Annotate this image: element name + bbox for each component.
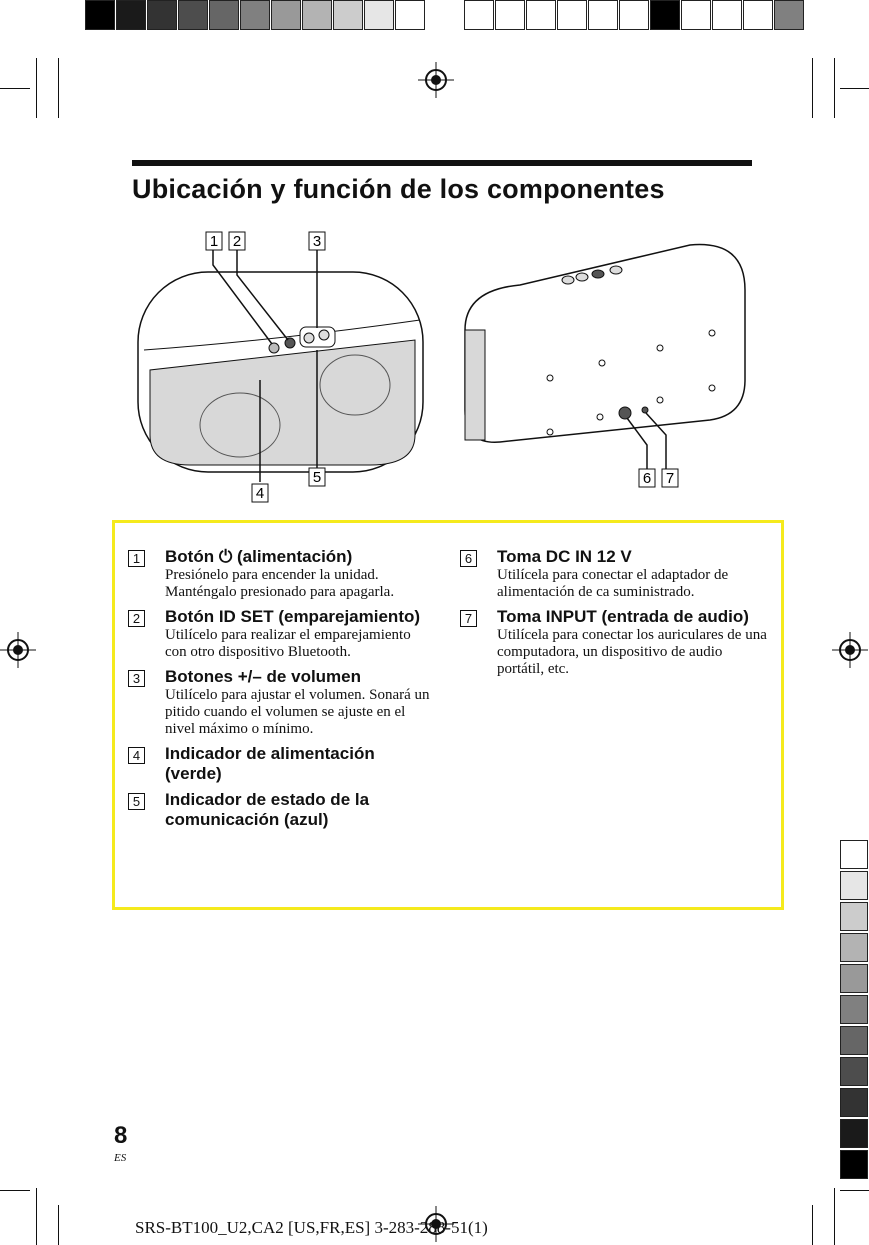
item-description: Presiónelo para encender la unidad. Manténgalo presionado para apagarla. — [165, 567, 395, 600]
item-description: Utilícelo para realizar el emparejamiento con otro dispositivo Bluetooth. — [165, 627, 411, 660]
crop-mark — [58, 58, 59, 118]
crop-mark — [0, 88, 30, 89]
callout-7-label: 7 — [665, 470, 675, 487]
callout-6-label: 6 — [642, 470, 652, 487]
item-heading: Toma INPUT (entrada de audio) — [497, 607, 749, 626]
registration-target-icon — [418, 62, 454, 98]
crop-mark — [834, 58, 835, 118]
item-description: Utilícela para conectar el adaptador de alimentación de ca suministrado. — [497, 567, 729, 600]
title-rule — [132, 160, 752, 166]
item-number: 7 — [460, 610, 477, 627]
list-item — [115, 547, 435, 601]
registration-target-icon — [832, 632, 868, 668]
item-heading: Indicador de alimentación (verde) — [165, 744, 375, 783]
footer-document-code: SRS-BT100_U2,CA2 [US,FR,ES] 3-283-288-51(1) — [135, 1218, 488, 1237]
grayscale-strip — [840, 840, 868, 1181]
speaker-rear-view — [465, 245, 745, 470]
page-number: 8 — [114, 1122, 128, 1149]
crop-mark — [812, 1205, 813, 1245]
item-number: 5 — [128, 793, 145, 810]
item-number: 6 — [460, 550, 477, 567]
right-column — [447, 547, 767, 684]
callout-5-label: 5 — [312, 469, 322, 486]
item-number: 1 — [128, 550, 145, 567]
callout-3-label: 3 — [312, 233, 322, 250]
item-heading: Indicador de estado de la comunicación (azul) — [165, 790, 370, 829]
item-number: 3 — [128, 670, 145, 687]
item-number: 2 — [128, 610, 145, 627]
item-heading: Botón ID SET (emparejamiento) — [165, 607, 421, 626]
crop-mark — [58, 1205, 59, 1245]
crop-mark — [0, 1190, 30, 1191]
crop-mark — [36, 1188, 37, 1245]
registration-bar-right — [464, 0, 805, 30]
registration-target-icon — [0, 632, 36, 668]
item-heading: Botones +/– de volumen — [165, 667, 362, 686]
crop-mark — [840, 88, 869, 89]
speaker-front-view — [138, 248, 423, 482]
item-heading: Botón ⏻ (alimentación) — [165, 547, 353, 566]
left-column — [115, 547, 435, 836]
item-heading: Toma DC IN 12 V — [497, 547, 632, 566]
speaker-diagram — [120, 220, 760, 512]
grayscale-bar-left — [85, 0, 426, 30]
item-description: Utilícelo para ajustar el volumen. Sonará un pitido cuando el volumen se ajuste en el nivel máximo o mínimo. — [165, 687, 430, 737]
crop-mark — [834, 1188, 835, 1245]
components-description-box — [112, 520, 784, 910]
crop-mark — [840, 1190, 869, 1191]
item-description: Utilícela para conectar los auriculares de una computadora, un dispositivo de audio portátil, etc. — [497, 627, 767, 677]
list-item — [447, 607, 767, 678]
list-item — [115, 607, 435, 661]
callout-2-label: 2 — [232, 233, 242, 250]
list-item — [447, 547, 767, 601]
callout-4-label: 4 — [255, 485, 265, 502]
language-code: ES — [114, 1152, 127, 1164]
callout-1-label: 1 — [209, 233, 219, 250]
crop-mark — [812, 58, 813, 118]
list-item — [115, 744, 435, 784]
list-item — [115, 790, 435, 830]
item-number: 4 — [128, 747, 145, 764]
list-item — [115, 667, 435, 738]
page-title: Ubicación y función de los componentes — [132, 174, 665, 204]
crop-mark — [36, 58, 37, 118]
